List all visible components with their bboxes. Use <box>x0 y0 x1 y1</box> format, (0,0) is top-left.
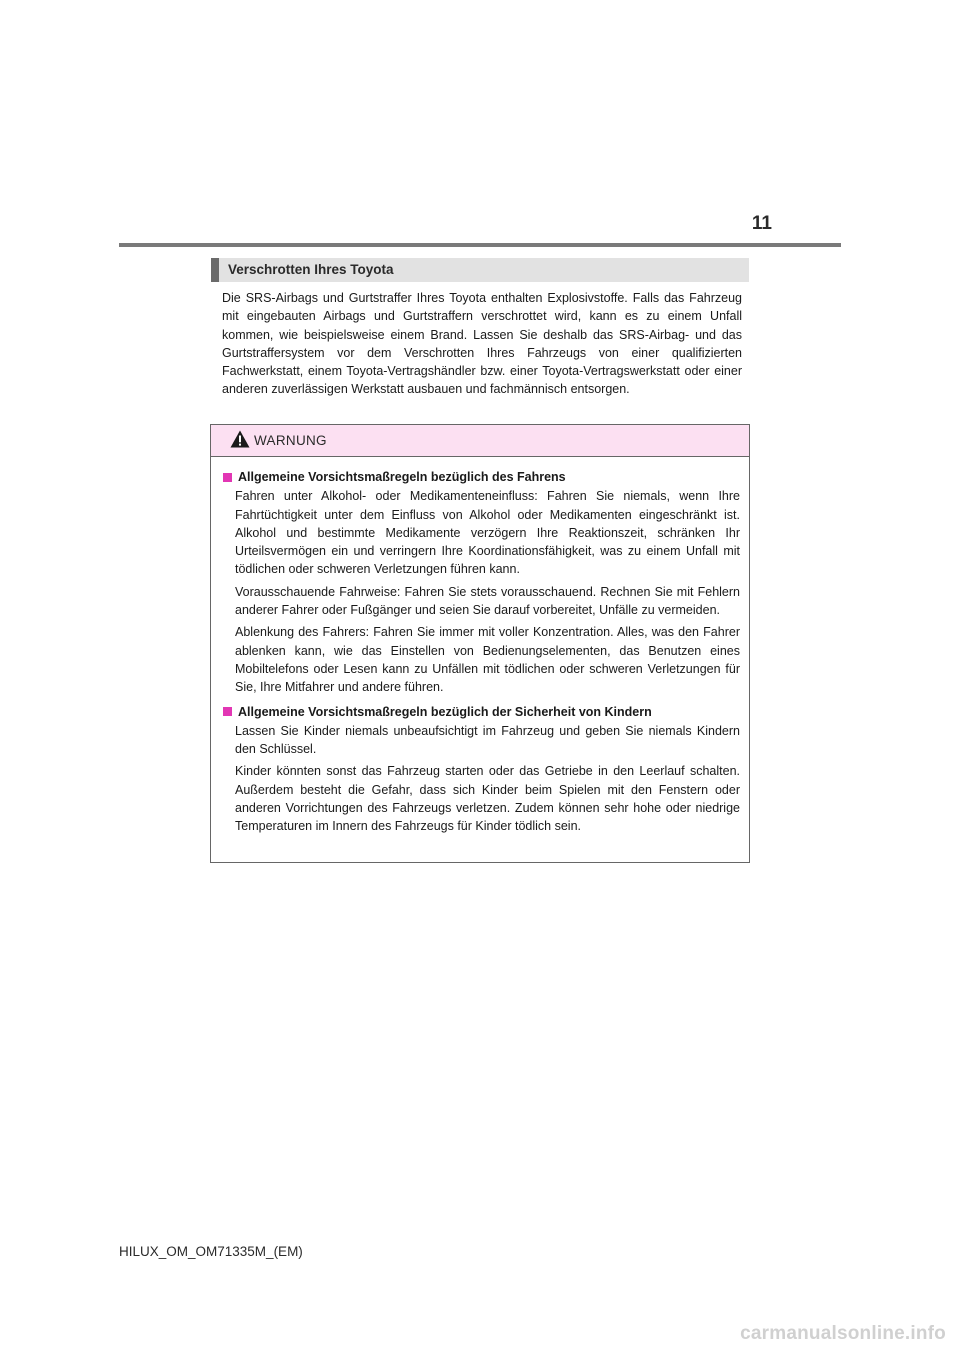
warning-paragraph: Lassen Sie Kinder niemals unbeaufsichtigt im Fahrzeug und geben Sie niemals Kindern den Schlüssel. <box>235 723 740 757</box>
header-rule <box>119 243 841 247</box>
warning-label: WARNUNG <box>254 433 327 448</box>
warning-section-heading <box>223 703 740 721</box>
page-number: 11 <box>751 213 772 234</box>
warning-paragraph: Vorausschauende Fahrweise: Fahren Sie stets vorausschauend. Rechnen Sie mit Fehlern anderer Fahrer oder Fußgänger und seien Sie darauf vorbereitet, Unfälle zu vermeiden. <box>235 584 740 618</box>
section-title: Verschrotten Ihres Toyota <box>211 258 749 282</box>
warning-paragraph: Fahren unter Alkohol- oder Medikamenteneinfluss: Fahren Sie niemals, wenn Ihre Fahrtüchtigkeit unter dem Einfluss von Alkohol oder Medikamenten eingeschränkt ist. Alkohol und bestimmte Medikamente verzögern Ihre Reaktionszeit, schränken Ihr Urteilsvermögen ein und verringern Ihre Koordinationsfähigkeit, was zu einem Unfall mit tödlichen oder schweren Verletzungen führen kann. <box>235 489 740 577</box>
warning-triangle-icon <box>230 430 250 448</box>
warning-header <box>211 425 749 457</box>
square-bullet-icon <box>223 473 232 482</box>
warning-paragraph: Kinder könnten sonst das Fahrzeug starten oder das Getriebe in den Leerlauf schalten. Außerdem besteht die Gefahr, dass sich Kinder beim Spielen mit den Fenstern oder anderen Vorrichtungen des Fahrzeugs verletzen. Zudem können sehr hohe oder niedrige Temperaturen im Innern des Fahrzeugs für Kinder tödlich sein. <box>235 764 740 834</box>
warning-section-heading <box>223 468 740 486</box>
square-bullet-icon <box>223 707 232 716</box>
section-intro: Die SRS-Airbags und Gurtstraffer Ihres Toyota enthalten Explosivstoffe. Falls das Fahrzeug mit eingebauten Airbags und Gurtstraffern verschrottet wird, kann es zu einem Unfall kommen, wie beispielsweise einem Brand. Lassen Sie deshalb das SRS-Airbag- und das Gurtstraffersystem vor dem Verschrotten Ihres Fahrzeugs von einer qualifizierten Fachwerkstatt, einem Toyota-Vertragshändler bzw. einer Toyota-Vertragswerkstatt oder einer anderen zuverlässigen Werkstatt ausbauen und fachmännisch entsorgen. <box>222 291 742 397</box>
warning-box <box>210 424 750 863</box>
heading-text: Allgemeine Vorsichtsmaßregeln bezüglich des Fahrens <box>238 470 566 484</box>
warning-paragraph: Ablenkung des Fahrers: Fahren Sie immer mit voller Konzentration. Alles, was den Fahrer ablenken kann, wie das Einstellen von Bedienungselementen, das Benutzen eines Mobiltelefons oder Lesen kann zu Unfällen mit tödlichen oder schweren Verletzungen für Sie, Ihre Mitfahrer und andere führen. <box>235 625 740 695</box>
watermark: carmanualsonline.info <box>740 1323 946 1344</box>
heading-text: Allgemeine Vorsichtsmaßregeln bezüglich der Sicherheit von Kindern <box>238 704 652 719</box>
document-footer: HILUX_OM_OM71335M_(EM) <box>119 1244 303 1259</box>
warning-content <box>211 457 749 836</box>
